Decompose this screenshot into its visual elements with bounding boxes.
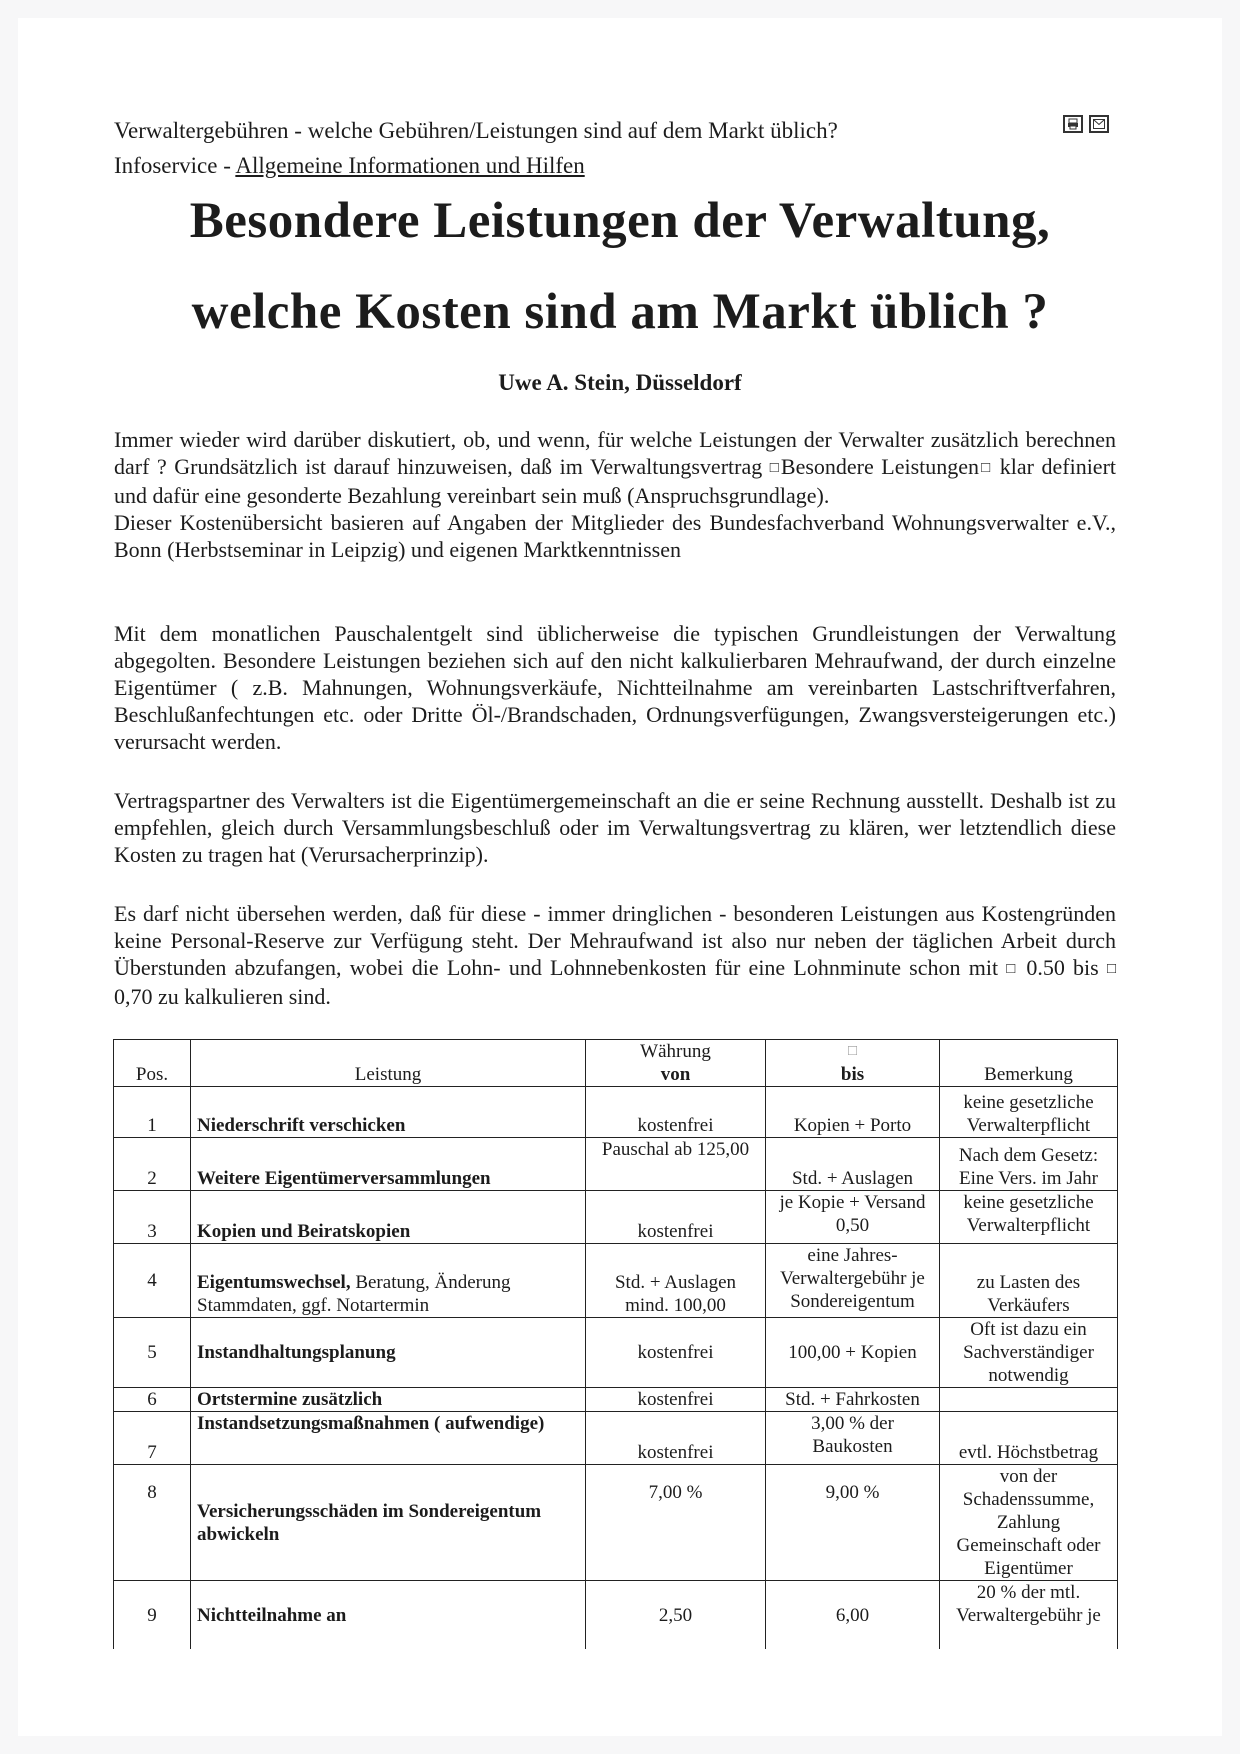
box-glyph: □	[769, 460, 781, 476]
cell-pos: 4	[114, 1244, 191, 1318]
paragraph-5	[114, 900, 1116, 1010]
table-row	[114, 1318, 1118, 1388]
cell-bis: Std. + Auslagen	[766, 1138, 940, 1191]
cell-bemerkung: 20 % der mtl. Verwaltergebühr je	[940, 1581, 1118, 1650]
breadcrumb-link[interactable]: Allgemeine Informationen und Hilfen	[235, 153, 585, 178]
cell-pos: 3	[114, 1191, 191, 1244]
header-bis-glyph: □	[847, 1043, 858, 1059]
author-line: Uwe A. Stein, Düsseldorf	[498, 370, 742, 395]
leistung-bold: Weitere Eigentümerversammlungen	[197, 1168, 491, 1189]
leistung-rest: Beratung, Änderung Stammdaten, ggf. Notartermin	[197, 1272, 511, 1316]
header-icons	[1063, 115, 1109, 133]
cell-leistung	[191, 1465, 586, 1581]
paragraph-3: Mit dem monatlichen Pauschalentgelt sind üblicherweise die typischen Grundleistungen der Verwaltung abgegolten. Besondere Leistungen beziehen sich auf den nicht kalkulierbaren Mehraufwand, der durch einzelne Eigentümer ( z.B. Mahnungen, Wohnungsverkäufe, Nichtteilnahme am vereinbarten Lastschriftverfahren, Beschlußanfechtungen etc. oder Dritte Öl-/Brandschaden, Ordnungsverfügungen, Zwangsversteigerungen etc.) verursacht werden.	[114, 621, 1116, 754]
table-row	[114, 1138, 1118, 1191]
cell-bis: eine Jahres-Verwaltergebühr je Sondereigentum	[766, 1244, 940, 1318]
print-icon[interactable]	[1063, 115, 1083, 133]
cell-pos: 2	[114, 1138, 191, 1191]
email-icon[interactable]	[1089, 115, 1109, 133]
leistung-bold: Versicherungsschäden im Sondereigentum abwickeln	[197, 1500, 542, 1545]
cell-bemerkung: evtl. Höchstbetrag	[940, 1412, 1118, 1465]
p5-value-2: 0,70 zu kalkulieren sind.	[114, 984, 331, 1009]
cell-von: kostenfrei	[586, 1318, 766, 1388]
cell-bis: 3,00 % der Baukosten	[766, 1412, 940, 1465]
box-glyph: □	[979, 460, 993, 476]
cell-bis: je Kopie + Versand 0,50	[766, 1191, 940, 1244]
document-title-line1: Besondere Leistungen der Verwaltung,	[189, 193, 1051, 249]
paragraph-4: Vertragspartner des Verwalters ist die Eigentümergemeinschaft an die er seine Rechnung ausstellt. Deshalb ist zu empfehlen, gleich durch Versammlungsbeschluß oder im Verwaltungsvertrag zu klären, wer letztendlich diese Kosten zu tragen hat (Verursacherprinzip).	[114, 788, 1116, 867]
header-bis-label: bis	[840, 1064, 865, 1085]
cell-leistung	[191, 1318, 586, 1388]
p1-text-b: klar definiert und dafür eine gesonderte Bezahlung vereinbart sein muß (Anspruchsgrundlage).	[114, 454, 1117, 508]
cell-leistung	[191, 1087, 586, 1138]
header-bis	[766, 1040, 940, 1087]
leistung-bold: Ortstermine zusätzlich	[197, 1389, 383, 1410]
paragraph-1	[114, 426, 1116, 509]
leistung-bold: Nichtteilnahme an	[197, 1604, 347, 1626]
cell-von: kostenfrei	[586, 1087, 766, 1138]
cell-leistung	[191, 1191, 586, 1244]
table-row	[114, 1465, 1118, 1581]
cell-pos: 6	[114, 1388, 191, 1412]
p1-quote: Besondere Leistungen	[780, 454, 980, 479]
table-row	[114, 1581, 1118, 1650]
table-row	[114, 1244, 1118, 1318]
leistung-bold: Niederschrift verschicken	[197, 1115, 406, 1136]
p5-value-1: 0.50 bis	[1018, 955, 1107, 980]
leistung-bold: Instandsetzungsmaßnahmen ( aufwendige)	[197, 1413, 545, 1434]
breadcrumb-prefix: Infoservice -	[114, 153, 236, 178]
cell-bemerkung: von der Schadenssumme, Zahlung Gemeinschaft oder Eigentümer	[940, 1465, 1118, 1581]
cell-pos: 5	[114, 1318, 191, 1388]
table-row	[114, 1087, 1118, 1138]
header-von	[586, 1040, 766, 1087]
cell-bis: Kopien + Porto	[766, 1087, 940, 1138]
table-row	[114, 1191, 1118, 1244]
header-von-label: von	[660, 1064, 691, 1085]
cell-leistung	[191, 1244, 586, 1318]
p1-text-a: Immer wieder wird darüber diskutiert, ob, und wenn, für welche Leistungen der Verwalter zusätzlich berechnen darf ? Grundsätzlich ist darauf hinzuweisen, daß im Verwaltungsvertrag	[114, 427, 1116, 479]
table-row	[114, 1412, 1118, 1465]
header-bemerkung: Bemerkung	[940, 1040, 1118, 1087]
cell-bemerkung: zu Lasten des Verkäufers	[940, 1244, 1118, 1318]
header-waehrung: Währung	[640, 1041, 711, 1062]
euro-box-glyph: □	[1006, 961, 1019, 977]
cell-bis: 9,00 %	[766, 1465, 940, 1581]
cell-bemerkung: Oft ist dazu ein Sachverständiger notwendig	[940, 1318, 1118, 1388]
cell-bemerkung: keine gesetzliche Verwalterpflicht	[940, 1087, 1118, 1138]
cell-von: Std. + Auslagen mind. 100,00	[586, 1244, 766, 1318]
cell-bemerkung: Nach dem Gesetz: Eine Vers. im Jahr	[940, 1138, 1118, 1191]
cell-pos: 8	[114, 1465, 191, 1581]
page-header-breadcrumb	[114, 153, 585, 179]
header-pos: Pos.	[114, 1040, 191, 1087]
page-header-title: Verwaltergebühren - welche Gebühren/Leistungen sind auf dem Markt üblich?	[114, 118, 838, 143]
p5-text-a: Es darf nicht übersehen werden, daß für diese - immer dringlichen - besonderen Leistungen aus Kostengründen keine Personal-Reserve zur Verfügung steht. Der Mehraufwand ist also nur neben der täglichen Arbeit durch Überstunden abzufangen, wobei die Lohn- und Lohnnebenkosten für eine Lohnminute schon mit	[114, 901, 1116, 980]
paragraph-2: Dieser Kostenübersicht basieren auf Angaben der Mitglieder des Bundesfachverband Wohnungsverwalter e.V., Bonn (Herbstseminar in Leipzig) und eigenen Marktkenntnissen	[114, 510, 1116, 562]
leistung-bold: Eigentumswechsel,	[197, 1272, 351, 1293]
cell-bis: 100,00 + Kopien	[766, 1318, 940, 1388]
cell-pos: 9	[114, 1581, 191, 1650]
cell-leistung	[191, 1388, 586, 1412]
cell-von: kostenfrei	[586, 1191, 766, 1244]
leistung-bold: Instandhaltungsplanung	[197, 1342, 396, 1363]
euro-box-glyph: □	[1106, 961, 1116, 977]
cell-von: kostenfrei	[586, 1388, 766, 1412]
document-title-line2: welche Kosten sind am Markt üblich ?	[191, 284, 1049, 340]
cell-von: 2,50	[586, 1581, 766, 1650]
cell-leistung	[191, 1138, 586, 1191]
cell-pos: 1	[114, 1087, 191, 1138]
cell-pos: 7	[114, 1412, 191, 1465]
cell-von: kostenfrei	[586, 1412, 766, 1465]
intro-paragraph	[114, 426, 1116, 563]
cell-leistung	[191, 1412, 586, 1465]
fees-table	[113, 1039, 1118, 1649]
cell-von: Pauschal ab 125,00	[586, 1138, 766, 1191]
cell-bemerkung	[940, 1388, 1118, 1412]
cell-bis: Std. + Fahrkosten	[766, 1388, 940, 1412]
cell-bis: 6,00	[766, 1581, 940, 1650]
leistung-bold: Kopien und Beiratskopien	[197, 1221, 411, 1242]
table-header-row	[114, 1040, 1118, 1087]
header-leistung: Leistung	[191, 1040, 586, 1087]
table-row	[114, 1388, 1118, 1412]
cell-leistung	[191, 1581, 586, 1650]
cell-von: 7,00 %	[586, 1465, 766, 1581]
cell-bemerkung: keine gesetzliche Verwalterpflicht	[940, 1191, 1118, 1244]
